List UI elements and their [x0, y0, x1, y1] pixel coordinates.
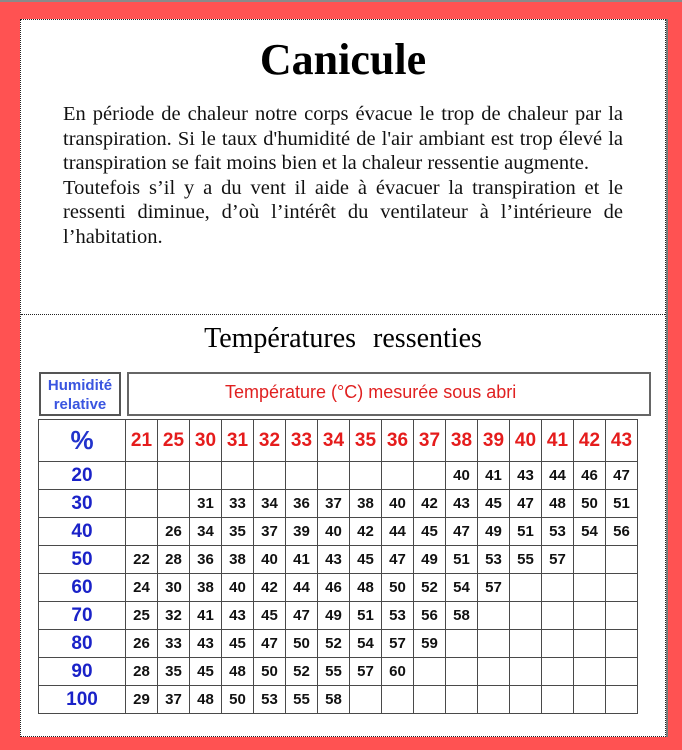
empty-cell — [414, 658, 446, 686]
empty-cell — [126, 490, 158, 518]
table-row — [39, 490, 638, 518]
empty-cell — [510, 686, 542, 714]
felt-temperature-cell: 38 — [190, 574, 222, 602]
felt-temperature-cell: 47 — [606, 462, 638, 490]
felt-temperature-cell: 45 — [478, 490, 510, 518]
empty-cell — [510, 602, 542, 630]
table-row — [39, 602, 638, 630]
empty-cell — [446, 630, 478, 658]
temperature-column-header: 39 — [478, 420, 510, 462]
felt-temperature-cell: 45 — [350, 546, 382, 574]
felt-temperature-cell: 57 — [478, 574, 510, 602]
temperature-column-header: 34 — [318, 420, 350, 462]
felt-temperature-cell: 56 — [606, 518, 638, 546]
temperature-column-header: 30 — [190, 420, 222, 462]
felt-temperature-cell: 54 — [574, 518, 606, 546]
felt-temperature-cell: 47 — [286, 602, 318, 630]
empty-cell — [446, 686, 478, 714]
humidity-row-label: 90 — [39, 658, 126, 686]
felt-temperature-cell: 35 — [222, 518, 254, 546]
empty-cell — [510, 574, 542, 602]
empty-cell — [542, 630, 574, 658]
intro-paragraph-1: En période de chaleur notre corps évacue le trop de chaleur par la transpiration. Si le taux d'humidité de l'air ambiant est trop élevé la transpiration se fait moins bien et la chaleur ressentie augmente. — [63, 103, 623, 174]
empty-cell — [574, 658, 606, 686]
felt-temperature-cell: 34 — [190, 518, 222, 546]
felt-temperature-cell: 49 — [414, 546, 446, 574]
felt-temperature-cell: 37 — [158, 686, 190, 714]
felt-temperature-cell: 52 — [286, 658, 318, 686]
felt-temperature-cell: 45 — [254, 602, 286, 630]
humidity-header — [39, 372, 121, 416]
felt-temperature-cell: 36 — [190, 546, 222, 574]
table-title: Températures ressenties — [204, 323, 482, 354]
felt-temperature-cell: 54 — [350, 630, 382, 658]
temperature-column-header: 21 — [126, 420, 158, 462]
felt-temperature-cell: 39 — [286, 518, 318, 546]
table-row — [39, 518, 638, 546]
felt-temperature-cell: 26 — [126, 630, 158, 658]
felt-temperature-cell: 30 — [158, 574, 190, 602]
felt-temperature-cell: 37 — [254, 518, 286, 546]
empty-cell — [126, 462, 158, 490]
felt-temperature-cell: 46 — [318, 574, 350, 602]
felt-temperature-cell: 53 — [478, 546, 510, 574]
empty-cell — [382, 686, 414, 714]
empty-cell — [542, 686, 574, 714]
empty-cell — [350, 462, 382, 490]
felt-temperature-cell: 47 — [382, 546, 414, 574]
felt-temperature-cell: 53 — [254, 686, 286, 714]
temperature-column-header: 32 — [254, 420, 286, 462]
felt-temperature-cell: 57 — [350, 658, 382, 686]
felt-temperature-cell: 49 — [478, 518, 510, 546]
empty-cell — [478, 658, 510, 686]
felt-temperature-cell: 43 — [222, 602, 254, 630]
felt-temperature-cell: 22 — [126, 546, 158, 574]
empty-cell — [222, 462, 254, 490]
humidity-row-label: 80 — [39, 630, 126, 658]
felt-temperature-cell: 59 — [414, 630, 446, 658]
felt-temperature-cell: 42 — [350, 518, 382, 546]
empty-cell — [574, 602, 606, 630]
felt-temperature-cell: 58 — [318, 686, 350, 714]
felt-temperature-cell: 57 — [542, 546, 574, 574]
felt-temperature-cell: 40 — [254, 546, 286, 574]
heat-index-table — [38, 419, 638, 714]
felt-temperature-cell: 44 — [542, 462, 574, 490]
empty-cell — [606, 574, 638, 602]
document-panel — [20, 19, 666, 737]
humidity-row-label: 100 — [39, 686, 126, 714]
felt-temperature-cell: 31 — [190, 490, 222, 518]
felt-temperature-cell: 35 — [158, 658, 190, 686]
felt-temperature-cell: 47 — [254, 630, 286, 658]
felt-temperature-cell: 33 — [222, 490, 254, 518]
felt-temperature-cell: 51 — [446, 546, 478, 574]
empty-cell — [574, 686, 606, 714]
felt-temperature-cell: 43 — [510, 462, 542, 490]
empty-cell — [606, 658, 638, 686]
felt-temperature-cell: 47 — [510, 490, 542, 518]
humidity-header-line1: Humidité — [47, 377, 113, 394]
felt-temperature-cell: 55 — [318, 658, 350, 686]
felt-temperature-cell: 52 — [318, 630, 350, 658]
felt-temperature-cell: 24 — [126, 574, 158, 602]
empty-cell — [606, 602, 638, 630]
empty-cell — [158, 462, 190, 490]
window-top-border — [0, 0, 682, 2]
humidity-row-label: 70 — [39, 602, 126, 630]
empty-cell — [190, 462, 222, 490]
temperature-column-header: 35 — [350, 420, 382, 462]
felt-temperature-cell: 33 — [158, 630, 190, 658]
empty-cell — [574, 630, 606, 658]
felt-temperature-cell: 50 — [286, 630, 318, 658]
empty-cell — [606, 546, 638, 574]
humidity-row-label: 40 — [39, 518, 126, 546]
empty-cell — [606, 686, 638, 714]
felt-temperature-cell: 28 — [126, 658, 158, 686]
felt-temperature-cell: 44 — [286, 574, 318, 602]
felt-temperature-cell: 45 — [190, 658, 222, 686]
empty-cell — [606, 630, 638, 658]
felt-temperature-cell: 48 — [190, 686, 222, 714]
felt-temperature-cell: 55 — [286, 686, 318, 714]
felt-temperature-cell: 50 — [222, 686, 254, 714]
felt-temperature-cell: 25 — [126, 602, 158, 630]
felt-temperature-cell: 34 — [254, 490, 286, 518]
felt-temperature-cell: 43 — [318, 546, 350, 574]
felt-temperature-cell: 50 — [382, 574, 414, 602]
felt-temperature-cell: 44 — [382, 518, 414, 546]
felt-temperature-cell: 56 — [414, 602, 446, 630]
felt-temperature-cell: 43 — [190, 630, 222, 658]
empty-cell — [478, 602, 510, 630]
felt-temperature-cell: 50 — [574, 490, 606, 518]
felt-temperature-cell: 46 — [574, 462, 606, 490]
temperature-header-row — [39, 420, 638, 462]
percent-unit-label: % — [39, 420, 126, 462]
empty-cell — [542, 602, 574, 630]
felt-temperature-cell: 41 — [190, 602, 222, 630]
intro-text — [63, 102, 623, 249]
felt-temperature-cell: 36 — [286, 490, 318, 518]
temperature-column-header: 33 — [286, 420, 318, 462]
felt-temperature-cell: 42 — [254, 574, 286, 602]
felt-temperature-cell: 26 — [158, 518, 190, 546]
empty-cell — [574, 574, 606, 602]
felt-temperature-cell: 48 — [542, 490, 574, 518]
empty-cell — [478, 686, 510, 714]
humidity-row-label: 30 — [39, 490, 126, 518]
empty-cell — [478, 630, 510, 658]
temperature-column-header: 40 — [510, 420, 542, 462]
felt-temperature-cell: 54 — [446, 574, 478, 602]
empty-cell — [286, 462, 318, 490]
felt-temperature-cell: 49 — [318, 602, 350, 630]
table-row — [39, 630, 638, 658]
felt-temperature-cell: 53 — [382, 602, 414, 630]
felt-temperature-cell: 53 — [542, 518, 574, 546]
felt-temperature-cell: 55 — [510, 546, 542, 574]
felt-temperature-cell: 42 — [414, 490, 446, 518]
felt-temperature-cell: 45 — [414, 518, 446, 546]
humidity-row-label: 20 — [39, 462, 126, 490]
temperature-column-header: 43 — [606, 420, 638, 462]
felt-temperature-cell: 38 — [222, 546, 254, 574]
felt-temperature-cell: 48 — [350, 574, 382, 602]
intro-paragraph-2: Toutefois s’il y a du vent il aide à évacuer la transpiration et le ressenti diminue, d’où l’intérêt du ventilateur à l’intérieure de l’habitation. — [63, 176, 623, 248]
felt-temperature-cell: 52 — [414, 574, 446, 602]
temperature-header: Température (°C) mesurée sous abri — [127, 372, 651, 416]
empty-cell — [126, 518, 158, 546]
empty-cell — [350, 686, 382, 714]
felt-temperature-cell: 57 — [382, 630, 414, 658]
empty-cell — [542, 574, 574, 602]
table-row — [39, 546, 638, 574]
empty-cell — [510, 658, 542, 686]
empty-cell — [318, 462, 350, 490]
table-row — [39, 686, 638, 714]
felt-temperature-cell: 47 — [446, 518, 478, 546]
felt-temperature-cell: 38 — [350, 490, 382, 518]
temperature-column-header: 36 — [382, 420, 414, 462]
felt-temperature-cell: 37 — [318, 490, 350, 518]
empty-cell — [414, 686, 446, 714]
felt-temperature-cell: 41 — [286, 546, 318, 574]
table-row — [39, 574, 638, 602]
felt-temperature-cell: 40 — [382, 490, 414, 518]
empty-cell — [510, 630, 542, 658]
temperature-column-header: 25 — [158, 420, 190, 462]
felt-temperature-cell: 51 — [510, 518, 542, 546]
temperature-column-header: 41 — [542, 420, 574, 462]
felt-temperature-cell: 51 — [606, 490, 638, 518]
temperature-column-header: 31 — [222, 420, 254, 462]
felt-temperature-cell: 32 — [158, 602, 190, 630]
felt-temperature-cell: 60 — [382, 658, 414, 686]
table-row — [39, 462, 638, 490]
empty-cell — [158, 490, 190, 518]
felt-temperature-cell: 51 — [350, 602, 382, 630]
temperature-column-header: 37 — [414, 420, 446, 462]
temperature-column-header: 38 — [446, 420, 478, 462]
page-title: Canicule — [259, 35, 427, 84]
table-row — [39, 658, 638, 686]
empty-cell — [382, 462, 414, 490]
empty-cell — [574, 546, 606, 574]
felt-temperature-cell: 45 — [222, 630, 254, 658]
humidity-row-label: 50 — [39, 546, 126, 574]
empty-cell — [254, 462, 286, 490]
felt-temperature-cell: 50 — [254, 658, 286, 686]
felt-temperature-cell: 43 — [446, 490, 478, 518]
felt-temperature-cell: 29 — [126, 686, 158, 714]
humidity-header-line2: relative — [53, 396, 107, 413]
felt-temperature-cell: 40 — [446, 462, 478, 490]
humidity-row-label: 60 — [39, 574, 126, 602]
empty-cell — [542, 658, 574, 686]
felt-temperature-cell: 41 — [478, 462, 510, 490]
empty-cell — [446, 658, 478, 686]
felt-temperature-cell: 58 — [446, 602, 478, 630]
temperature-column-header: 42 — [574, 420, 606, 462]
section-divider — [21, 314, 665, 315]
felt-temperature-cell: 48 — [222, 658, 254, 686]
felt-temperature-cell: 28 — [158, 546, 190, 574]
felt-temperature-cell: 40 — [318, 518, 350, 546]
felt-temperature-cell: 40 — [222, 574, 254, 602]
empty-cell — [414, 462, 446, 490]
